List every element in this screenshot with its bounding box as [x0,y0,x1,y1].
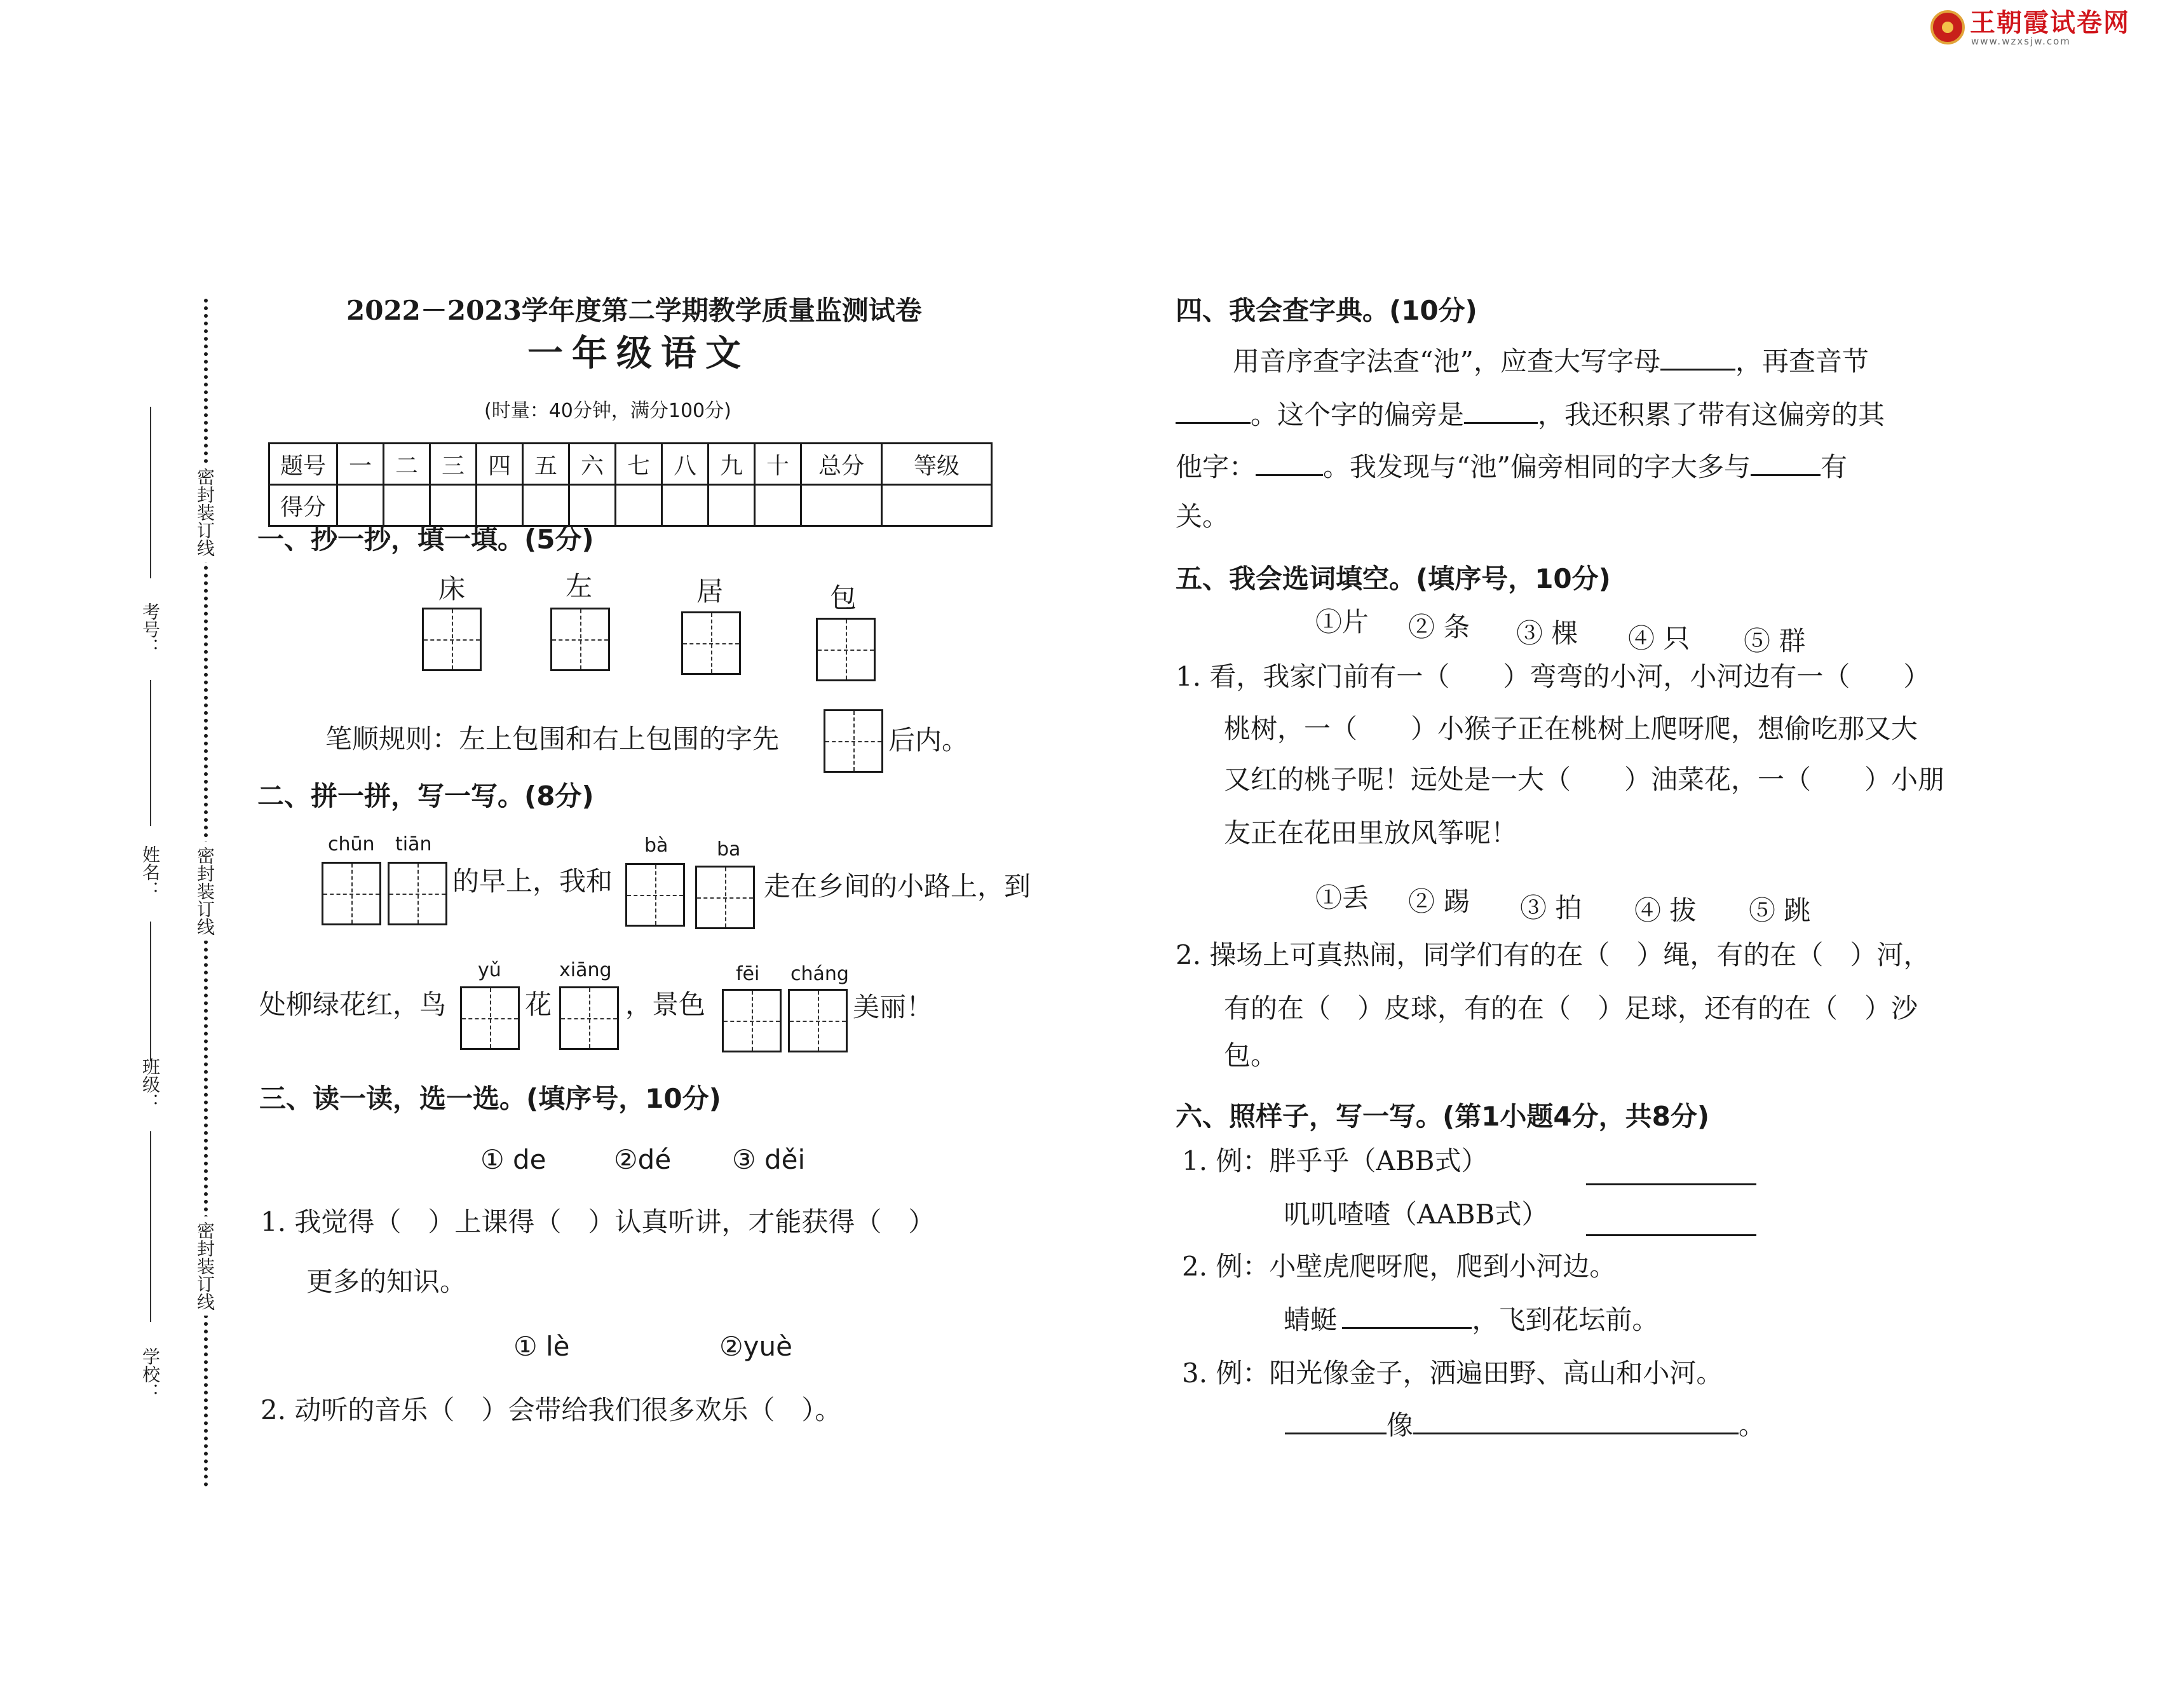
exam-title: 2022－2023学年度第二学期教学质量监测试卷 [346,295,922,326]
table-cell: 十 [755,444,801,485]
q6-heading: 六、照样子，写一写。(第1小题4分，共8分) [1176,1101,1710,1132]
writing-grid-box[interactable] [722,989,782,1052]
q2-line2-text-d: 美丽！ [853,991,933,1023]
stroke-rule-text-before: 笔顺规则：左上包围和右上包围的字先 [325,723,780,754]
q3-option-3: ③ děi [732,1144,806,1175]
writing-grid-box[interactable] [695,866,755,929]
q5-option1-1: ①片 [1315,606,1369,637]
name-line [150,680,151,826]
score-cell [477,485,523,526]
q5-option2-5: ⑤ 跳 [1749,895,1811,926]
writing-grid-box[interactable] [625,863,685,927]
q5-item1-line3: 又红的桃子呢！远处是一大（ ）油菜花，一（ ）小朋 [1224,764,1945,795]
q2-line2-text-a: 处柳绿花红，鸟 [259,989,447,1020]
pinyin-chun: chūn [328,833,375,855]
writing-grid-box[interactable] [422,608,482,671]
table-cell: 一 [337,444,384,485]
table-cell: 等级 [882,444,992,485]
q5-item1-line4: 友正在花田里放风筝呢！ [1224,817,1518,848]
exam-number-label: 考号： [140,602,161,656]
pinyin-ba1: bà [644,834,668,857]
q4-line4: 关。 [1176,501,1230,532]
q6-example2-b-text-b: ，飞到花坛前。 [1472,1304,1659,1335]
score-cell [709,485,755,526]
table-cell: 八 [662,444,709,485]
q6-example3-b-text-end: 。 [1739,1410,1766,1441]
pinyin-chang: cháng [790,963,849,985]
q1-char-2: 左 [566,571,593,602]
q5-option2-2: ② 踢 [1408,886,1470,917]
q3-option-1: ① de [480,1144,546,1175]
q4-line3-text-a: 他字： [1176,451,1256,482]
q4-line3-text-c: 有 [1820,451,1847,482]
q3-option-2: ②dé [614,1144,672,1175]
writing-grid-box[interactable] [559,986,619,1050]
name-label: 姓名： [140,845,161,899]
q6-example1-b: 叽叽喳喳（AABB式） [1284,1199,1549,1230]
q4-line1 [1233,348,1869,375]
q5-item1-line2: 桃树，一（ ）小猴子正在桃树上爬呀爬，想偷吃那又大 [1224,713,1918,744]
q5-option1-3: ③ 棵 [1516,618,1578,649]
score-cell [755,485,801,526]
q1-char-1: 床 [438,573,466,604]
pinyin-tian: tiān [395,833,432,855]
q2-line1-text-a: 的早上，我和 [452,866,613,897]
table-cell: 得分 [269,485,337,526]
logo-emblem-icon [1930,10,1965,44]
table-cell: 六 [569,444,616,485]
score-table-score-row [269,485,992,526]
q5-item2-line2: 有的在（ ）皮球，有的在（ ）足球，还有的在（ ）沙 [1224,993,1918,1024]
score-cell [882,485,992,526]
q6-example2-b-text-a: 蜻蜓 [1284,1304,1338,1335]
q6-example3-b [1285,1412,1765,1439]
pinyin-xiang: xiāng [559,959,612,981]
writing-grid-box[interactable] [388,862,447,925]
score-table-header-row [269,444,992,485]
q3-item1-line1: 1. 我觉得（ ）上课得（ ）认真听讲，才能获得（ ） [261,1206,935,1237]
class-label: 班级： [140,1058,161,1111]
table-cell: 九 [709,444,755,485]
exam-time-info: (时量：40分钟，满分100分) [484,400,731,422]
q5-option2-4: ④ 拔 [1634,895,1697,926]
table-cell: 五 [523,444,569,485]
q1-char-3: 居 [696,576,724,607]
q4-heading: 四、我会查字典。(10分) [1176,295,1477,326]
q1-char-4: 包 [830,582,857,613]
score-cell [801,485,882,526]
answer-blank[interactable] [1342,1322,1472,1329]
writing-grid-box[interactable] [824,709,883,773]
logo-url: www.wzxsjw.com [1971,36,2071,47]
q2-line2-text-b: 花 [525,989,552,1020]
q5-option1-5: ⑤ 群 [1744,625,1806,657]
table-cell: 四 [477,444,523,485]
seal-label-3: 密封装订线 [196,1216,214,1316]
q5-option2-3: ③ 拍 [1520,892,1582,923]
q5-heading: 五、我会选词填空。(填序号，10分) [1176,563,1611,594]
score-cell [662,485,709,526]
q3-item1-line2: 更多的知识。 [306,1266,467,1297]
q6-example3-b-text-mid: 像 [1387,1410,1414,1441]
seal-label-1: 密封装订线 [196,463,214,562]
q2-heading: 二、拼一拼，写一写。(8分) [257,780,594,812]
q6-example1-a: 1. 例：胖乎乎（ABB式） [1182,1145,1488,1176]
writing-grid-box[interactable] [816,618,876,681]
score-cell [384,485,430,526]
q6-example2-b [1284,1304,1659,1335]
writing-grid-box[interactable] [460,986,520,1050]
q1-heading: 一、抄一抄，填一填。(5分) [257,524,594,555]
pinyin-fei: fēi [736,963,760,985]
pinyin-ba2: ba [717,838,741,861]
exam-number-line [150,407,151,578]
score-cell [569,485,616,526]
exam-subject: 一年级语文 [527,332,750,374]
answer-blank[interactable] [1660,364,1735,371]
q6-example2-a: 2. 例：小壁虎爬呀爬，爬到小河边。 [1182,1251,1617,1282]
answer-blank[interactable] [1285,1427,1387,1434]
school-line [150,1131,151,1322]
writing-grid-box[interactable] [788,989,848,1052]
site-logo [1930,10,2134,47]
q5-option1-4: ④ 只 [1628,623,1690,654]
q5-option2-1: ①丢 [1315,882,1369,913]
answer-blank[interactable] [1586,1234,1756,1236]
q5-item1-line1: 1. 看，我家门前有一（ ）弯弯的小河，小河边有一（ ） [1176,661,1930,692]
answer-blank[interactable] [1176,417,1251,424]
score-table [268,442,993,527]
q4-line2 [1176,399,1885,430]
q4-line1-text-b: ，再查音节 [1735,346,1869,377]
table-cell: 题号 [269,444,337,485]
q4-line2-text-a: 。这个字的偏旁是 [1251,399,1465,430]
writing-grid-box[interactable] [550,608,610,671]
answer-blank[interactable] [1413,1427,1739,1434]
q5-option1-2: ② 条 [1408,611,1470,643]
score-cell [616,485,662,526]
q4-line2-text-b: ，我还积累了带有这偏旁的其 [1538,399,1885,430]
score-cell [523,485,569,526]
q6-example3-a: 3. 例：阳光像金子，洒遍田野、高山和小河。 [1182,1358,1723,1389]
q5-item2-line3: 包。 [1224,1040,1278,1071]
q4-line1-text-a: 用音序查字法查“池”，应查大写字母 [1233,346,1660,377]
class-line [150,922,151,1061]
answer-blank[interactable] [1464,417,1538,424]
stroke-rule-text-after: 后内。 [888,725,969,756]
q3-option2-2: ②yuè [719,1331,792,1362]
q4-line3-text-b: 。我发现与“池”偏旁相同的字大多与 [1323,451,1751,482]
score-cell [337,485,384,526]
score-cell [430,485,477,526]
writing-grid-box[interactable] [322,862,381,925]
q3-option2-1: ① lè [513,1331,570,1362]
table-cell: 总分 [801,444,882,485]
table-cell: 七 [616,444,662,485]
table-cell: 二 [384,444,430,485]
q3-heading: 三、读一读，选一选。(填序号，10分) [259,1083,721,1114]
q3-item2: 2. 动听的音乐（ ）会带给我们很多欢乐（ ）。 [261,1394,842,1426]
school-label: 学校： [140,1347,161,1401]
q5-item2-line1: 2. 操场上可真热闹，同学们有的在（ ）绳，有的在（ ）河， [1176,939,1930,970]
pinyin-yu: yǔ [478,959,501,981]
table-cell: 三 [430,444,477,485]
q4-line3 [1176,451,1847,482]
q2-line1-text-b: 走在乡间的小路上，到 [764,871,1031,902]
seal-label-2: 密封装订线 [196,841,214,941]
logo-name: 王朝霞试卷网 [1970,8,2130,37]
answer-blank[interactable] [1586,1183,1756,1185]
writing-grid-box[interactable] [681,611,741,675]
answer-blank[interactable] [1751,469,1821,476]
answer-blank[interactable] [1256,469,1323,476]
q2-line2-text-c: ，景色 [625,989,706,1020]
